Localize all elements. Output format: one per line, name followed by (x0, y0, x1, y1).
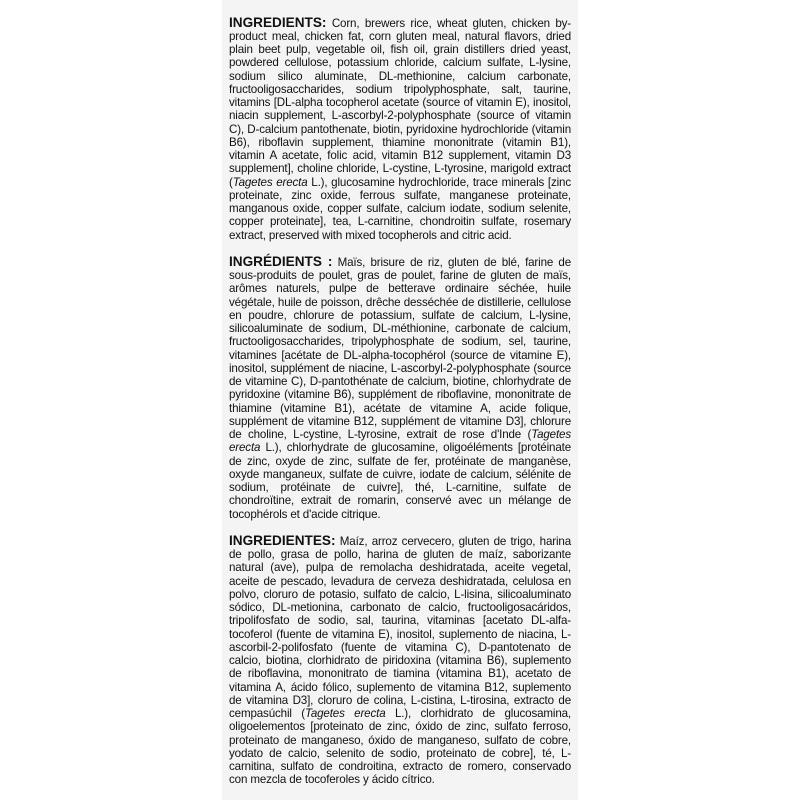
ingredients-french-text: Maïs, brisure de riz, gluten de blé, farine de sous-produits de poulet, gras de poulet, farine de gluten de maïs, arômes naturels, pulpe de betterave ordinaire séchée, huile végétale, huile de poisson, drêche desséchée de distillerie, cellulose en poudre, chlorure de potassium, sulfate de calcium, L-lysine, silicoaluminate de sodium, DL-méthionine, carbonate de calcium, fructooligosaccharides, tripolyphosphate de sodium, sel, taurine, vitamines [acétate de DL-alpha-tocophérol (source de vitamine E), inositol, supplément de niacine, L-ascorbyl-2-polyphosphate (source de vitamine C), D-pantothénate de calcium, biotine, chlorhydrate de pyridoxine (vitamine B6), supplément de riboflavine, mononitrate de thiamine (vitamine B1), acétate de vitamine A, acide folique, supplément de vitamine B12, supplément de vitamine D3], chlorure de choline, L-cystine, L-tyrosine, extrait de rose d'Inde (Tagetes erecta L.), chlorhydrate de glucosamine, oligoéléments [protéinate de zinc, oxyde de zinc, sulfate de fer, protéinate de manganèse, oxyde manganeux, sulfate de cuivre, iodate de calcium, sélénite de sodium, protéinate de cuivre], thé, L-carnitine, sulfate de chondroïtine, extrait de romarin, conservé avec un mélange de tocophérols et d'acide citrique. (229, 255, 571, 521)
ingredients-spanish-text: Maíz, arroz cervecero, gluten de trigo, harina de pollo, grasa de pollo, harina de gluten de maíz, saborizante natural (ave), pulpa de remolacha deshidratada, aceite vegetal, aceite de pescado, levadura de cerveza deshidratada, celulosa en polvo, cloruro de potasio, sulfato de calcio, L-lisina, silicoaluminato sódico, DL-metionina, carbonato de calcio, fructooligosacáridos, tripolifosfato de sodio, sal, taurina, vitaminas [acetato DL-alfa-tocoferol (fuente de vitamina E), inositol, suplemento de niacina, L-ascorbil-2-polifosfato (fuente de vitamina C), D-pantotenato de calcio, biotina, clorhidrato de piridoxina (vitamina B6), suplemento de riboflavina, mononitrato de tiamina (vitamina B1), acetato de vitamina A, ácido fólico, suplemento de vitamina B12, suplemento de vitamina D3], cloruro de colina, L-cistina, L-tirosina, extracto de cempasúchil (Tagetes erecta L.), clorhidrato de glucosamina, oligoelementos [proteinato de zinc, óxido de zinc, sulfato ferroso, proteinato de manganeso, óxido de manganeso, sulfato de cobre, yodato de calcio, selenito de sodio, proteinato de cobre], té, L-carnitina, sulfato de condroitina, extracto de romero, conservado con mezcla de tocoferoles y ácido cítrico. (229, 534, 572, 787)
ingredients-spanish-heading: INGREDIENTES: (229, 532, 336, 548)
ingredients-label-panel (222, 0, 578, 800)
ingredients-french-heading: INGRÉDIENTS : (229, 253, 333, 269)
ingredients-spanish (229, 534, 571, 787)
ingredients-english-text: Corn, brewers rice, wheat gluten, chicken by-product meal, chicken fat, corn gluten meal, natural flavors, dried plain beet pulp, vegetable oil, fish oil, grain distillers dried yeast, powdered cellulose, potassium chloride, calcium sulfate, L-lysine, sodium silico aluminate, DL-methionine, calcium carbonate, fructooligosaccharides, sodium tripolyphosphate, salt, taurine, vitamins [DL-alpha tocopherol acetate (source of vitamin E), inositol, niacin supplement, L-ascorbyl-2-polyphosphate (source of vitamin C), D-calcium pantothenate, biotin, pyridoxine hydrochloride (vitamin B6), riboflavin supplement, thiamine mononitrate (vitamin B1), vitamin A acetate, folic acid, vitamin B12 supplement, vitamin D3 supplement], choline chloride, L-cystine, L-tyrosine, marigold extract (Tagetes erecta L.), glucosamine hydrochloride, trace minerals [zinc proteinate, zinc oxide, ferrous sulfate, manganese proteinate, manganous oxide, copper sulfate, calcium iodate, sodium selenite, copper proteinate], tea, L-carnitine, chondroitin sulfate, rosemary extract, preserved with mixed tocopherols and citric acid. (229, 16, 572, 242)
ingredients-english-heading: INGREDIENTS: (229, 14, 327, 30)
ingredients-english (229, 16, 571, 242)
ingredients-french (229, 255, 571, 521)
